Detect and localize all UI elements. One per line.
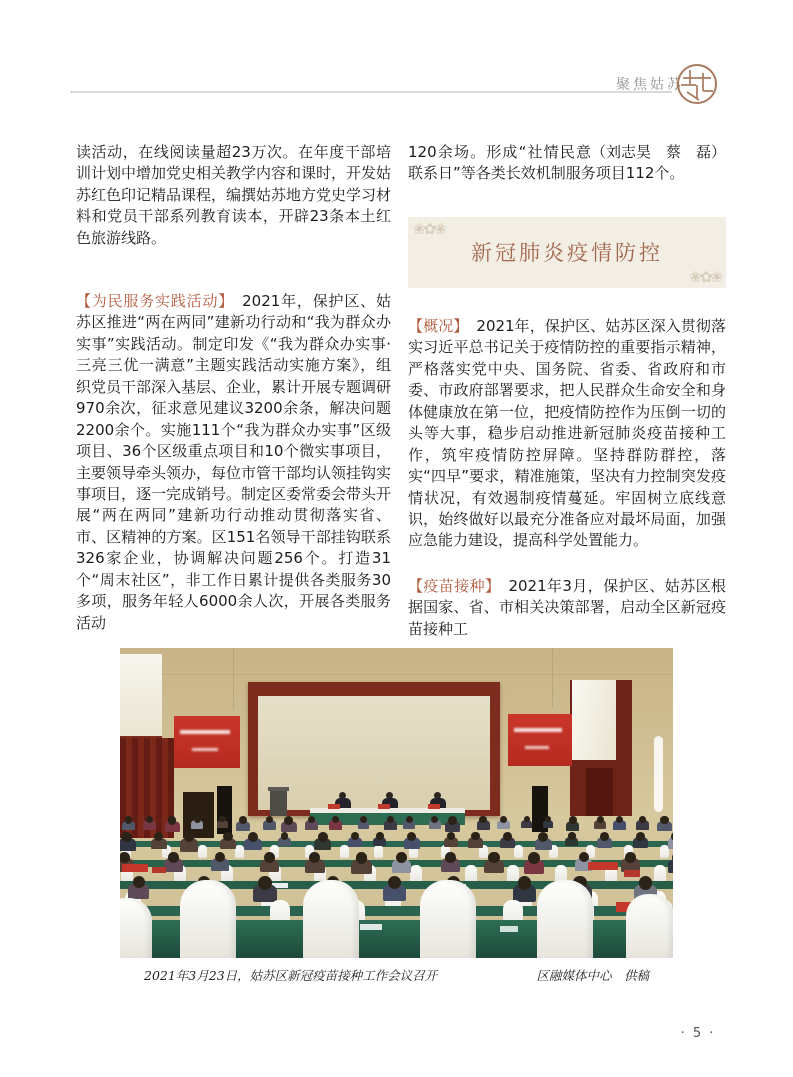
white-paper [500, 926, 518, 932]
audience-head [318, 832, 328, 842]
conference-photo [120, 648, 673, 958]
floral-ornament-icon: ❀✿❀ [689, 268, 721, 286]
audience-head [281, 832, 289, 840]
wall-seam [120, 674, 673, 675]
left-paragraph-1: 读活动，在线阅读量超23万次。在年度干部培训计划中增加党史相关教学内容和课时，开发姑苏红色印记精品课程，编撰姑苏地方党史学习材料和党员干部系列教育读本，开辟23条本土红色旅游线路。 [76, 143, 392, 247]
wall-seam [552, 648, 553, 708]
audience-head [194, 816, 201, 823]
byline: （刘志昊 蔡 磊） [590, 143, 726, 161]
led-screen [174, 716, 240, 768]
stage-backdrop [258, 696, 490, 810]
journal-seal-icon [676, 63, 718, 105]
audience-head [264, 852, 275, 863]
red-folder [152, 867, 166, 873]
left-paragraph-2 [76, 291, 391, 634]
audience-head [406, 816, 413, 823]
photo-caption: 2021年3月23日，姑苏区新冠疫苗接种工作会议召开 [144, 968, 438, 983]
audience-head [376, 832, 384, 840]
screen-text-blur [525, 746, 549, 749]
chair-cover [198, 845, 207, 858]
audience-head [538, 832, 548, 842]
right-paragraph-3 [408, 576, 726, 640]
entry-label: 【为民服务实践活动】 [76, 292, 235, 310]
audience-head [569, 816, 577, 824]
audience-head [488, 852, 499, 863]
audience-head [248, 832, 258, 842]
chair-cover [537, 880, 593, 958]
red-folder [624, 870, 640, 877]
header-rule [70, 91, 672, 93]
lectern [270, 789, 287, 816]
audience-head [639, 876, 653, 890]
entry-text: 2021年3月，保护区、姑苏区根据国家、省、市相关决策部署，启动全区新冠疫苗接种工 [408, 577, 726, 638]
audience-head [636, 832, 645, 841]
audience-head [447, 832, 455, 840]
screen-text-blur [192, 748, 218, 751]
audience-head [518, 876, 532, 890]
chair-cover [410, 865, 422, 882]
right-paragraph-2 [408, 316, 726, 552]
audience-head [671, 832, 673, 841]
chair-cover [120, 898, 152, 958]
name-plate [378, 804, 390, 809]
entry-text: 2021年，保护区、姑苏区推进“两在两同”建新功行动和“我为群众办实事”实践活动。制定印发《“我为群众办实事·三亮三优一满意”主题实践活动实施方案》，组织党员干部深入基层、企业，累计开展专题调研970余次，征求意见建议3200余条，解决问题2200余个。实施111个“我为群众办实事”区级项目、36个区级重点项目和10个微实事项目，主要领导牵头领办，每位市管干部均认领挂钩实事项目，逐一完成销号。制定区委常委会带头开展“两在两同”建新功行动推动贯彻落实省、市、区精神的方案。区151名领导干部挂钩联系326家企业，协调解决问题256个。打造31个“周末社区”，非工作日累计提供各类服务30多项，服务年轻人6000余人次，开展各类服务活动 [76, 292, 392, 632]
pillar-highlight [654, 736, 663, 812]
section-title: 新冠肺炎疫情防控 [471, 241, 663, 265]
name-plate [328, 804, 340, 809]
audience-head [471, 832, 479, 840]
running-head: 聚焦姑苏 [616, 77, 684, 93]
chair-cover [465, 865, 477, 882]
audience-head [133, 876, 145, 888]
entry-text: 120余场。形成“社情民意联系日”等各类长效机制服务项目112个。 [408, 143, 685, 183]
audience-head [625, 852, 636, 863]
section-title-box [408, 217, 726, 288]
audience-head [448, 816, 457, 825]
audience-head [125, 816, 133, 824]
right-window [572, 680, 616, 760]
lectern-top [268, 787, 289, 791]
chair-cover [507, 865, 519, 882]
audience-head [168, 816, 177, 825]
red-folder [588, 862, 618, 870]
chair-cover [303, 880, 359, 958]
audience-head [445, 852, 456, 863]
chair-cover [420, 880, 476, 958]
name-plate [428, 804, 440, 809]
photo-caption-row [120, 966, 673, 984]
chair-cover [654, 865, 666, 882]
wall-seam [233, 648, 234, 710]
chair-cover [626, 894, 673, 958]
doorway [586, 768, 613, 816]
audience-head [219, 816, 225, 822]
red-folder [122, 864, 148, 872]
photo-credit: 区融媒体中心 供稿 [536, 968, 649, 983]
audience-head [600, 832, 609, 841]
audience-head [579, 852, 589, 862]
entry-label: 【疫苗接种】 [408, 577, 501, 595]
audience-head [597, 816, 604, 823]
chair-cover [180, 880, 236, 958]
floral-ornament-icon: ❀✿❀ [413, 220, 445, 238]
right-paragraph-1 [408, 142, 726, 185]
audience-head [120, 852, 130, 863]
entry-label: 【概况】 [408, 317, 469, 335]
audience-head [568, 832, 576, 840]
screen-text-blur [180, 730, 230, 734]
led-screen [508, 714, 572, 766]
audience-head [360, 816, 367, 823]
audience-head [528, 852, 540, 864]
entry-text: 2021年，保护区、姑苏区深入贯彻落实习近平总书记关于疫情防控的重要指示精神，严格落实党中央、国务院、省委、省政府和市委、市政府部署要求，把人民群众生命安全和身体健康放在第一位，把疫情防控作为压倒一切的头等大事，稳步启动推进新冠肺炎疫苗接种工作，筑牢疫情防控屏障。坚持群防群控，落实“四早”要求，精准施策，坚决有力控制突发疫情状况，有效遏制疫情蔓延。牢固树立底线意识，始终做好以最充分准备应对最坏局面，加强应急能力建设，提高科学处置能力。 [408, 317, 726, 550]
audience-head [223, 832, 232, 841]
audience-head [356, 852, 368, 864]
page-number: · 5 · [680, 1026, 716, 1041]
audience-head [503, 832, 512, 841]
audience-head [168, 852, 179, 863]
white-paper [360, 924, 382, 930]
chair-cover [374, 845, 383, 858]
chair-cover [340, 845, 349, 858]
chair-cover [514, 845, 523, 858]
left-window [120, 654, 162, 741]
audience-head [660, 816, 668, 824]
screen-text-blur [514, 728, 562, 732]
